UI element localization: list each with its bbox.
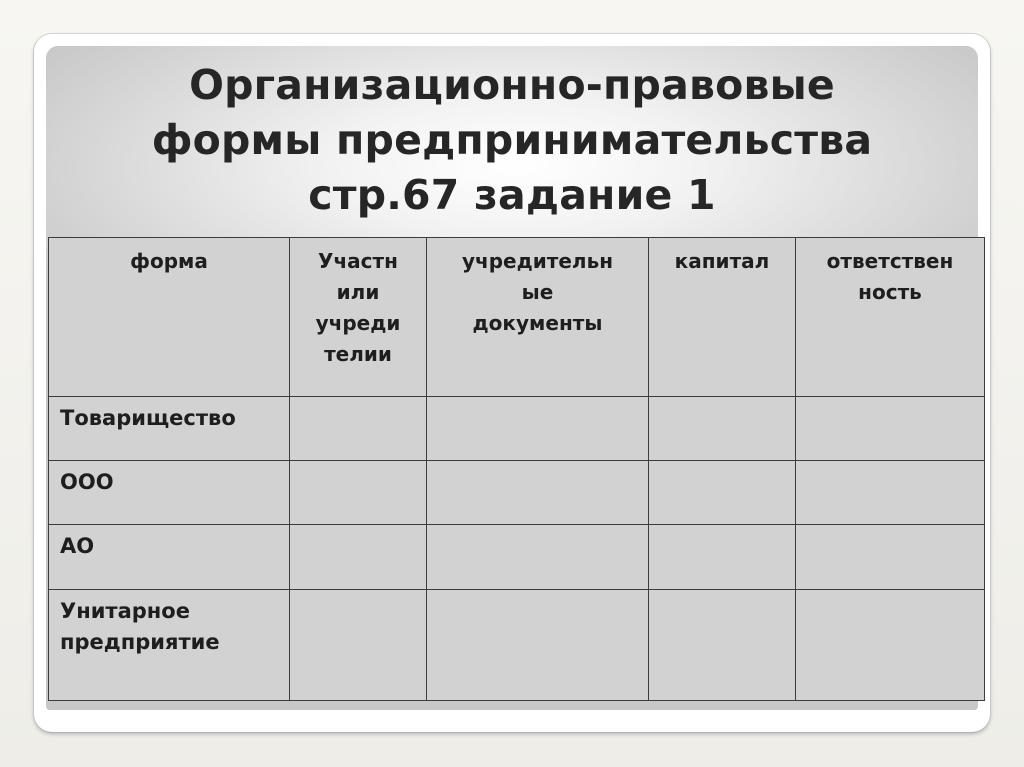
table-cell[interactable] xyxy=(649,589,796,700)
title-line-3: стр.67 задание 1 xyxy=(308,171,716,219)
table-cell[interactable] xyxy=(427,525,649,589)
table-cell[interactable] xyxy=(649,397,796,461)
title-line-1: Организационно-правовые xyxy=(189,61,835,109)
table-cell[interactable] xyxy=(290,461,427,525)
header-cell-form xyxy=(49,238,290,397)
table-cell[interactable] xyxy=(649,525,796,589)
table-row xyxy=(49,397,985,461)
table-row xyxy=(49,525,985,589)
header-cell-founding-documents xyxy=(427,238,649,397)
business-forms-table xyxy=(48,237,985,701)
table-cell[interactable] xyxy=(796,461,985,525)
header-label-form: форма xyxy=(130,249,208,273)
header-label-capital: капитал xyxy=(674,249,770,273)
header-label-participants: Участн или учреди телии xyxy=(315,249,401,366)
header-label-liability: ответствен ность xyxy=(826,249,954,304)
slide-title xyxy=(46,58,978,223)
table-cell[interactable] xyxy=(649,461,796,525)
row-label-unitary-enterprise: Унитарное предприятие xyxy=(49,589,290,700)
row-label-llc: ООО xyxy=(49,461,290,525)
table-row xyxy=(49,589,985,700)
row-label-partnership: Товарищество xyxy=(49,397,290,461)
header-cell-capital xyxy=(649,238,796,397)
title-line-2: формы предпринимательства xyxy=(151,116,873,164)
table-cell[interactable] xyxy=(796,589,985,700)
table-cell[interactable] xyxy=(427,397,649,461)
header-cell-liability xyxy=(796,238,985,397)
table-header-row xyxy=(49,238,985,397)
table-cell[interactable] xyxy=(290,525,427,589)
header-cell-participants xyxy=(290,238,427,397)
table-cell[interactable] xyxy=(796,397,985,461)
table-row xyxy=(49,461,985,525)
header-label-founding-documents: учредительн ые документы xyxy=(461,249,614,335)
table-cell[interactable] xyxy=(290,589,427,700)
table-cell[interactable] xyxy=(427,461,649,525)
table-cell[interactable] xyxy=(427,589,649,700)
table-cell[interactable] xyxy=(290,397,427,461)
row-label-jsc: АО xyxy=(49,525,290,589)
table-cell[interactable] xyxy=(796,525,985,589)
